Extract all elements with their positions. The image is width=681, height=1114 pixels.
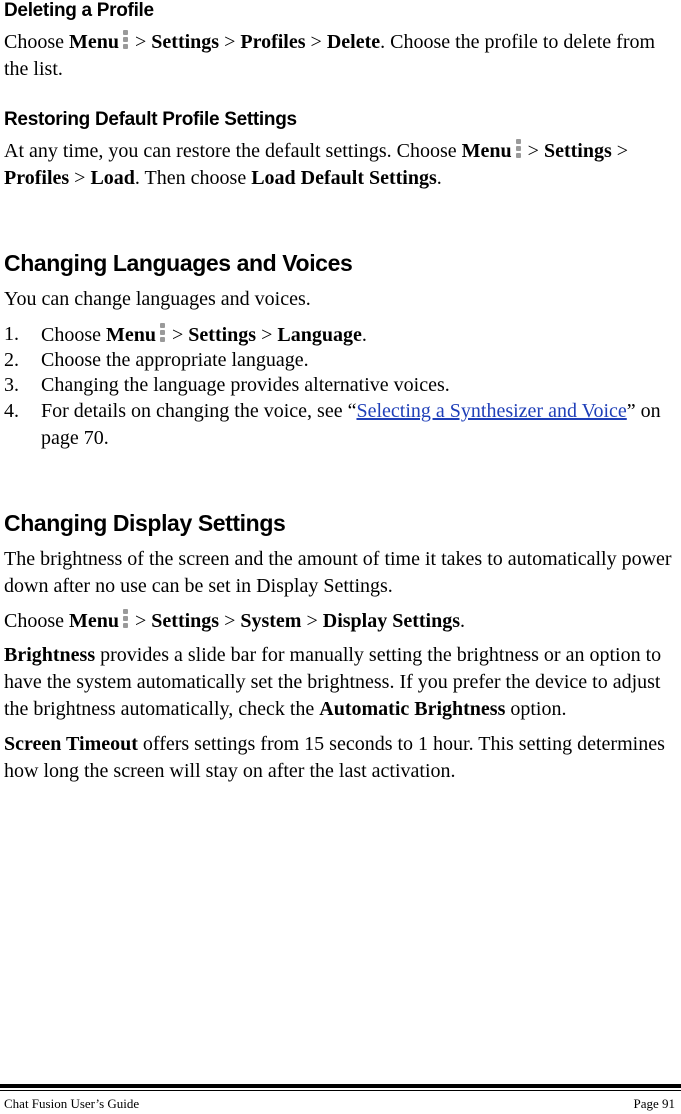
term-screen-timeout: Screen Timeout [4,733,138,755]
term-settings: Settings [151,31,220,53]
list-item [4,373,676,398]
term-settings: Settings [188,324,257,346]
term-display-settings: Display Settings [322,610,460,632]
heading-restoring-profile: Restoring Default Profile Settings [4,109,297,130]
text-delete-rest: . Choose the profile to delete from the list. [4,31,656,80]
term-settings: Settings [543,140,612,162]
step-text: For details on changing the voice, see “ [41,400,357,422]
heading-languages-voices: Changing Languages and Voices [4,250,353,276]
footer-guide-title: Chat Fusion User’s Guide [4,1096,140,1111]
separator: > [527,140,539,162]
paragraph-restore-profile [4,138,676,192]
step-number: 2. [4,349,19,371]
term-menu: Menu [461,140,512,162]
term-load-default-settings: Load Default Settings [251,167,437,189]
separator: > [74,167,86,189]
text-choose: Choose [4,31,64,53]
separator: > [172,324,184,346]
footer-rule-thin [0,1090,681,1091]
list-item [4,398,676,452]
term-profiles: Profiles [240,31,306,53]
term-system: System [240,610,302,632]
step-text: Changing the language provides alternative voices. [41,374,450,396]
heading-display-settings: Changing Display Settings [4,510,286,536]
list-item [4,348,676,373]
step-number: 4. [4,400,19,422]
text-choose: Choose [4,610,64,632]
steps-list-language [4,322,676,452]
separator: > [135,31,147,53]
section-languages-voices [4,249,676,452]
menu-icon [515,138,521,158]
menu-icon [122,608,128,628]
text-screen-timeout: offers settings from 15 seconds to 1 hour. This setting determines how long the screen will stay on after the last activation. [4,733,665,782]
paragraph-brightness [4,642,676,723]
separator: > [224,31,236,53]
term-language: Language [277,324,362,346]
step-number: 1. [4,323,19,345]
term-profiles: Profiles [4,167,70,189]
separator: > [310,31,322,53]
footer-page-number: Page 91 [633,1096,675,1111]
section-display-settings [4,509,676,785]
paragraph-display-intro: The brightness of the screen and the amount of time it takes to automatically power down after no use can be set in Display Settings. [4,548,672,597]
term-load: Load [90,167,135,189]
menu-icon [159,322,165,342]
paragraph-display-path [4,608,676,635]
term-settings: Settings [151,610,220,632]
term-automatic-brightness: Automatic Brightness [319,698,506,720]
separator: > [261,324,273,346]
step-text: Choose the appropriate language. [41,349,309,371]
step-text: ” on page 70. [41,400,661,449]
section-restoring-profile [4,109,676,192]
term-delete: Delete [326,31,381,53]
separator: > [224,610,236,632]
list-item [4,322,676,348]
footer-rule-thick [0,1084,681,1088]
link-selecting-synthesizer-voice[interactable]: Selecting a Synthesizer and Voice [356,400,627,422]
step-number: 3. [4,374,19,396]
paragraph-delete-profile [4,29,676,83]
text-choose: Choose [41,324,101,346]
paragraph-screen-timeout [4,731,676,785]
text-brightness: provides a slide bar for manually setting the brightness or an option to have the system automatically set the brightness. If you prefer the device to adjust the brightness automatically, check the [4,644,662,720]
text-period: . [460,610,465,632]
heading-deleting-profile: Deleting a Profile [4,0,154,21]
text-brightness-end: option. [505,698,567,720]
text-then-choose: . Then choose [134,167,247,189]
term-menu: Menu [106,324,156,346]
term-menu: Menu [69,610,119,632]
separator: > [306,610,318,632]
section-deleting-profile [4,0,676,83]
text-period: . [361,324,367,346]
separator: > [135,610,147,632]
menu-icon [122,29,128,49]
separator: > [616,140,629,162]
text-restore-intro: At any time, you can restore the default settings. Choose [4,140,457,162]
term-brightness: Brightness [4,644,96,666]
text-period: . [436,167,442,189]
term-menu: Menu [69,31,119,53]
paragraph-languages-intro: You can change languages and voices. [4,288,311,310]
